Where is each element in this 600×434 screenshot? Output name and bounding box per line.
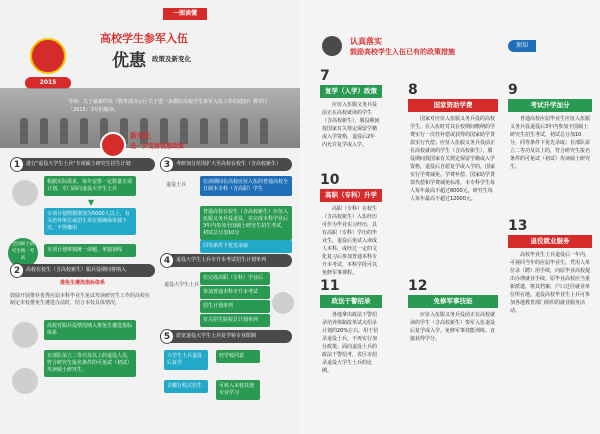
item-13-head: 退役就业服务: [508, 235, 592, 248]
emblem-year: 2015: [25, 77, 71, 89]
section-2-number: 2: [10, 263, 24, 278]
item-11: [320, 278, 382, 378]
item-8-text: 国家对应征入伍服义务兵役的高校学生，在入伍时对其在校期间缴纳的学费实行一次性补偿或获得的国家助学贷款实行代偿；应征入伍服义务兵役前正在高校就读的学生（含高校新生），服役期间按国家有关规定保留学籍或入学资格，退役后自愿复学或入学的，国家实行学费减免。学费补偿、国家助学贷款代偿和学费减免标准，本专科学生每人每年最高不超过8000元，研究生每人每年最高不超过12000元。: [410, 116, 496, 202]
item-10-head: 高职（专科）升学: [320, 189, 382, 202]
right-title-line1: 认真落实: [350, 37, 382, 46]
sec1-box1: 根据实际需求，每年安排一定数量专项计划，专门面向退役大学生士兵: [44, 176, 136, 196]
item-7-number: 7: [320, 68, 330, 84]
section-2-label: 高校在校生（含高校新生）服兵役期间将纳入: [26, 267, 127, 273]
title-line3: 政策及新变化: [152, 55, 191, 63]
item-10-number: 10: [320, 172, 340, 188]
item-12-text: 应征入伍服义务兵役前正在高校就读的学生（含高校新生）参军入伍退役后复学或入学，免修军事技能训练、直接获得学分。: [410, 312, 496, 342]
sec1-box3: 专项计划单独统一命题、单独划线: [44, 244, 136, 257]
section-4-bar: [160, 254, 292, 267]
sec3-box2: 普通高校在校生（含高校新生）应征入伍服义务兵役退役，在完成本科学业后3年内参加全国硕士研究生招生考试，初试总分加10分: [200, 206, 292, 240]
section-5-label: 放宽退役大学生士兵复学转专业限制: [176, 333, 257, 339]
title-line1: 高校学生参军入伍: [100, 32, 188, 45]
item-9-head: 考试升学加分: [508, 99, 592, 112]
item-9-number: 9: [508, 82, 518, 98]
section-5-bar: [160, 330, 292, 343]
sec4-box4: 有关招生院校总计划单列: [200, 314, 270, 327]
item-12-number: 12: [408, 278, 428, 294]
item-8: [408, 82, 498, 206]
sec2-box2: 在部队荣立二等功及以上的退役人员，符合研究生报名条件的可免试（初试）攻读硕士研究生。: [44, 350, 136, 377]
section-5-number: 5: [160, 329, 174, 344]
title-line2: 优惠: [112, 51, 146, 71]
sec1-box2: 专项计划规模增加为5000人以上，有关培养单位或招生单位要确保单独下达，不得挪用: [44, 208, 136, 235]
soldier-head-icon: [322, 36, 342, 56]
item-7-head: 复学（入学）政策: [320, 85, 382, 98]
section-4-number: 4: [160, 253, 174, 268]
section-1-label: 进行"退役大学生士兵"专项硕士研究生招生计划: [26, 161, 131, 167]
item-10: [320, 172, 382, 280]
item-8-head: 国家资助学费: [408, 99, 498, 112]
sec3-icon-label: 退役士兵: [166, 182, 187, 188]
intro-text: 导读：关于最新印发《教育部办公厅关于进一步做好高校学生参军入伍工作的通知》教学厅〔2015〕3号的解读。: [68, 99, 269, 113]
section-3-bar: [160, 158, 292, 171]
sec4-icon-label: 退役大学生士兵: [164, 282, 200, 288]
right-title-line2: 鼓励高校学生入伍已有的政策措施: [350, 48, 455, 56]
item-7-text: 应征入伍服义务兵役前正在高校就读的学生（含高校新生），服役期间按国家有关规定保留学籍或入学资格，退役后2年内允许复学或入学。: [322, 102, 380, 148]
item-13-text: 高校毕业生士兵退役后一年内，可视同当年的应届毕业生，凭用人单位录（聘）用手续，向原毕业高校提出办理就业手续，原毕业高校应当重新派遣，将其档案、户口迁往就业单位所在地。退役高校毕业生士兵可参加各地教育部门组织的就业服务活动。: [510, 252, 591, 314]
sec4-box1: 在完成高职（专科）学业后: [200, 272, 270, 285]
sec3-box3: 同等条件下优先录取: [200, 240, 292, 253]
item-10-text: 高职（专科）在校生（含高校新生）入伍经历可作为毕业实习经历，具有高职（专科）学历的毕业生，退役后免试入读成人本科，或经过一定的文化复习后参加普通本科专升本考试，本科学段可以免修军事课程。: [322, 206, 378, 276]
section-1-bar: [10, 158, 155, 171]
section-4-label: 退役大学生士兵专升本考试招生计划单列: [176, 257, 267, 263]
sec2-box1: 高校对服兵役情况纳入推免生遴选指标体系: [44, 320, 136, 340]
sec5-box3: 去哪行程式招生: [164, 380, 208, 393]
item-11-number: 11: [320, 278, 340, 294]
graduate-icon: [272, 292, 294, 314]
notice-tag: 须知: [508, 40, 536, 52]
item-7: [320, 68, 382, 152]
right-page: [300, 0, 600, 434]
item-9-text: 普通高校应届毕业生应征入伍服义务兵役退役后3年内参加全国硕士研究生招生考试，初试总分加10分，同等条件下优先录取；在部队荣立二等功及以上的，符合研究生报名条件的可免试（初试）攻读硕士研究生。: [510, 116, 591, 170]
header-tag: 一图读懂: [163, 8, 207, 20]
section-3-label: 考研加分范围扩大至高校在校生（含高校新生）: [176, 161, 282, 167]
sec5-box1: 大学生士兵退役后复学: [164, 350, 208, 370]
item-13: [508, 218, 592, 318]
sec5-box2: 经学校同意: [216, 350, 260, 363]
item-12-head: 免修军事技能: [408, 295, 498, 308]
new-change-badge-icon: [100, 132, 126, 158]
new-change-subtitle: 进一步完善优惠政策: [130, 143, 185, 150]
soldier-silhouette-icon: [12, 180, 38, 206]
section-1-number: 1: [10, 157, 24, 172]
section-3-number: 3: [160, 157, 174, 172]
item-12: [408, 278, 498, 346]
item-11-head: 政法干警招录: [320, 295, 382, 308]
book-icon: [12, 322, 38, 348]
down-arrow-icon: ▼: [88, 198, 95, 207]
sec4-box3: 招生计划单列: [200, 300, 270, 313]
sec1-circle: 全国硕士研究生统一考试: [8, 238, 38, 268]
army-emblem-icon: [30, 38, 66, 74]
sec4-box2: 参加普通本科专升本考试: [200, 286, 270, 299]
item-13-number: 13: [508, 218, 528, 234]
sec2-sub: 推免生遴选指标体系: [60, 280, 106, 286]
hourglass-icon: [12, 368, 38, 394]
sec5-box4: 可转入本校其他专业学习: [216, 380, 260, 400]
item-9: [508, 82, 592, 174]
item-11-text: 各地拿出政法干警招录培养体制改革试点招录计划的20%左右，用于招录退役士兵，不再实行加分政策。面向退役士兵的政法干警招考，省区市招录退役大学生士兵的比例。: [322, 312, 379, 374]
item-8-number: 8: [408, 82, 418, 98]
sec3-box1: 在读期间在高校应征入伍的普通高校全日制本专科（含高职）学生: [200, 176, 292, 196]
sec2-text: 鼓励开展推荐优秀应届本科毕业生免试攻读研究生工作的高校在制定本校推免生遴选办法时，结合本校具体情况。: [10, 293, 151, 306]
new-change-title: 新变化: [130, 132, 151, 140]
section-2-bar: [10, 264, 155, 277]
